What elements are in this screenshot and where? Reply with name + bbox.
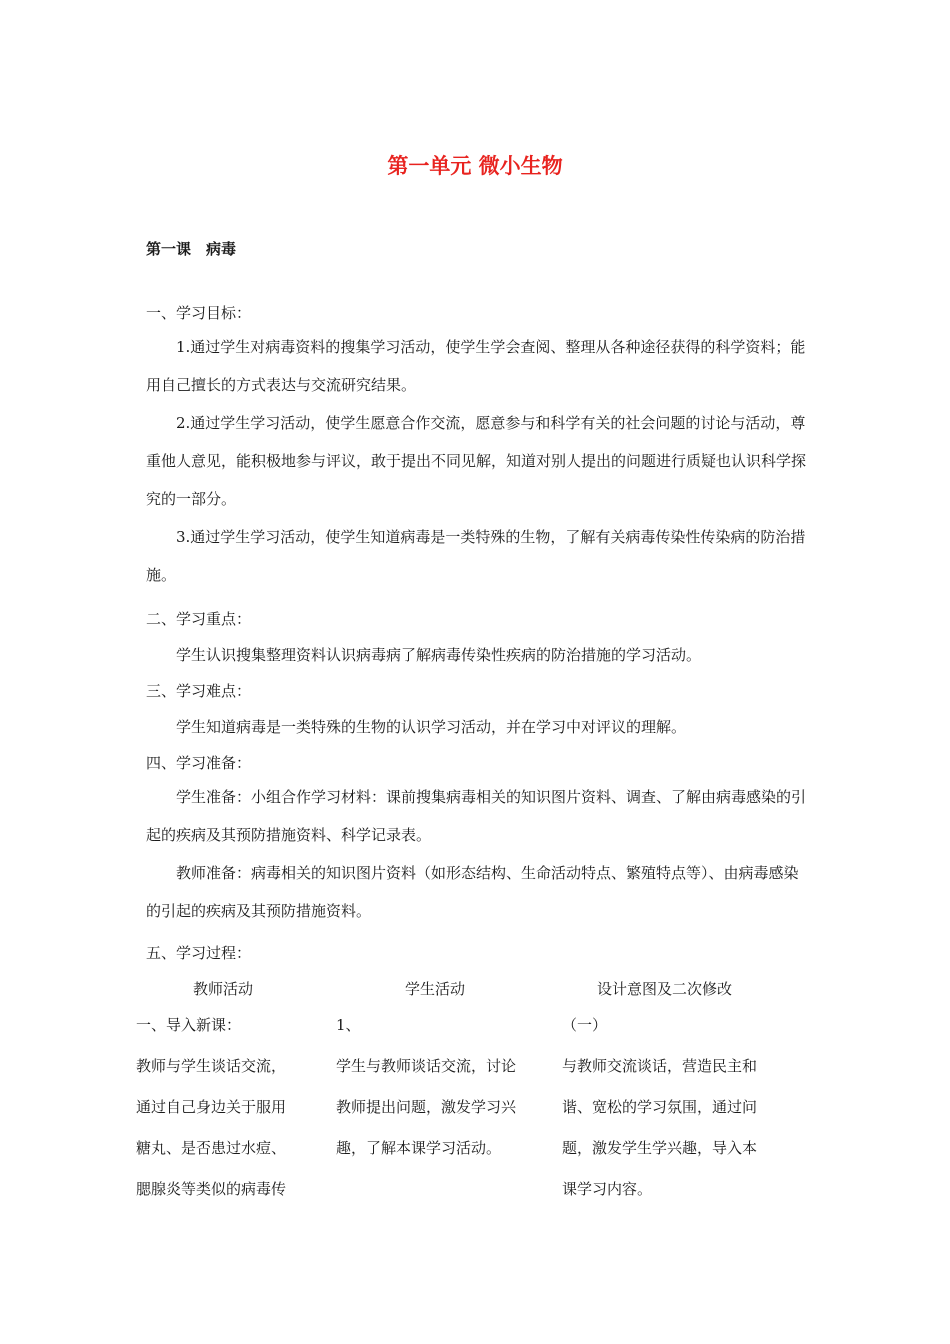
prep-student: 学生准备：小组合作学习材料：课前搜集病毒相关的知识图片资料、调查、了解由病毒感染的引起的疾病及其预防措施资料、科学记录表。: [146, 788, 807, 844]
design-line: （一）: [562, 1016, 608, 1034]
teacher-line: 腮腺炎等类似的病毒传: [136, 1180, 287, 1198]
design-column: [562, 1005, 757, 1210]
key-heading: 二、学习重点：: [146, 610, 252, 628]
prep-teacher: 教师准备：病毒相关的知识图片资料（如形态结构、生命活动特点、繁殖特点等）、由病毒感染的引起的疾病及其预防措施资料。: [146, 864, 799, 920]
student-line: 学生与教师谈话交流，讨论: [336, 1057, 517, 1075]
header-student-activity: 学生活动: [405, 980, 466, 998]
student-line: 1、: [336, 1016, 361, 1034]
lesson-title: 第一课 病毒: [146, 240, 237, 258]
difficult-heading: 三、学习难点：: [146, 682, 252, 700]
teacher-column: [136, 1005, 286, 1210]
design-line: 课学习内容。: [562, 1180, 653, 1198]
goal-3: 3.通过学生学习活动，使学生知道病毒是一类特殊的生物，了解有关病毒传染性传染病的防治措施。: [146, 528, 806, 584]
header-teacher-activity: 教师活动: [193, 980, 254, 998]
unit-title: 第一单元 微小生物: [387, 154, 563, 178]
teacher-line: 通过自己身边关于服用: [136, 1098, 287, 1116]
goals-heading: 一、学习目标：: [146, 304, 252, 322]
teacher-line: 教师与学生谈话交流，: [136, 1057, 287, 1075]
teacher-line: 糖丸、是否患过水痘、: [136, 1139, 287, 1157]
goal-2: 2.通过学生学习活动，使学生愿意合作交流，愿意参与和科学有关的社会问题的讨论与活动，尊重他人意见，能积极地参与评议，敢于提出不同见解，知道对别人提出的问题进行质疑也认识科学探究的一部分。: [146, 414, 807, 508]
design-line: 谐、宽松的学习氛围，通过问: [562, 1098, 758, 1116]
design-line: 与教师交流谈话，营造民主和: [562, 1057, 758, 1075]
student-line: 趣，了解本课学习活动。: [336, 1139, 502, 1157]
student-line: 教师提出问题，激发学习兴: [336, 1098, 517, 1116]
student-column: [336, 1005, 516, 1169]
key-text: 学生认识搜集整理资料认识病毒病了解病毒传染性疾病的防治措施的学习活动。: [176, 646, 702, 664]
process-heading: 五、学习过程：: [146, 944, 252, 962]
teacher-line: 一、导入新课：: [136, 1016, 242, 1034]
goal-1: 1.通过学生对病毒资料的搜集学习活动，使学生学会查阅、整理从各种途径获得的科学资料；能用自己擅长的方式表达与交流研究结果。: [146, 338, 806, 394]
difficult-text: 学生知道病毒是一类特殊的生物的认识学习活动，并在学习中对评议的理解。: [176, 718, 687, 736]
design-line: 题，激发学生学兴趣，导入本: [562, 1139, 758, 1157]
header-design-intent: 设计意图及二次修改: [597, 980, 733, 998]
prep-heading: 四、学习准备：: [146, 754, 252, 772]
